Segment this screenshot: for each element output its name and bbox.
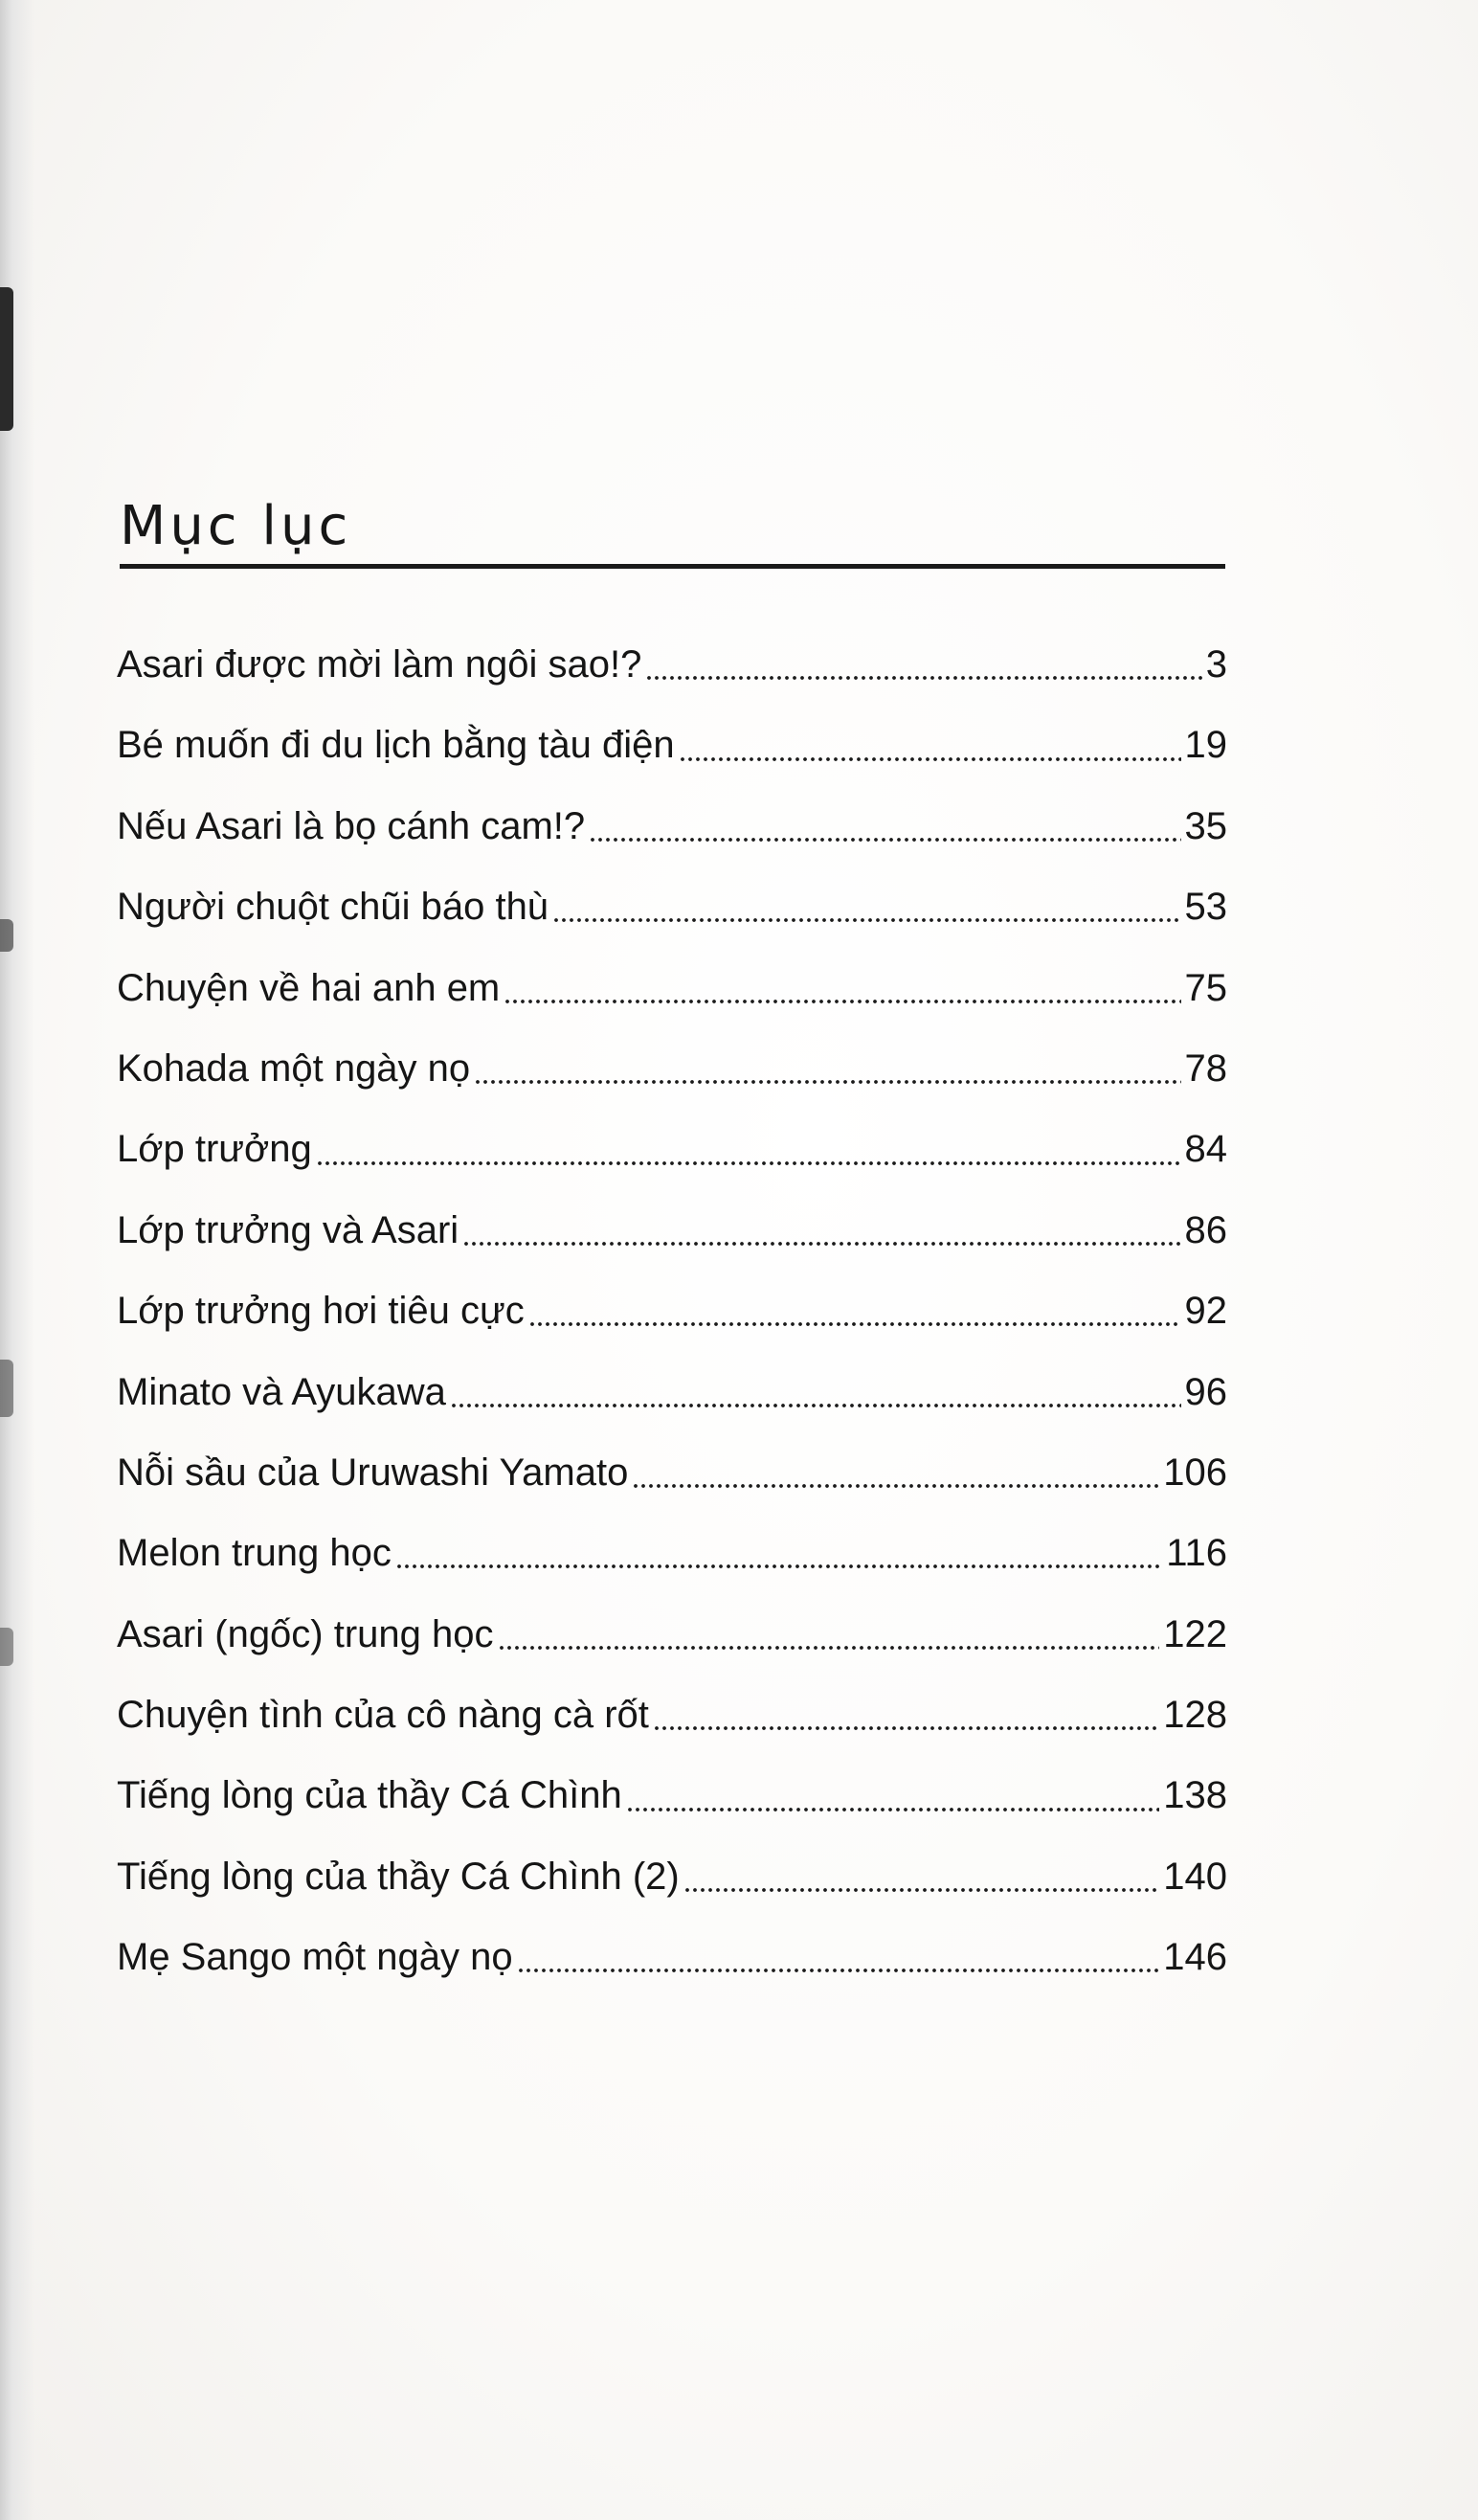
toc-header — [120, 493, 1225, 570]
toc-entry[interactable] — [117, 1755, 1227, 1835]
dot-leader — [645, 675, 1201, 681]
toc-entry[interactable] — [117, 624, 1227, 705]
dot-leader — [632, 1483, 1159, 1489]
entry-title: Nếu Asari là bọ cánh cam!? — [117, 804, 586, 847]
entry-title: Melon trung học — [117, 1532, 392, 1575]
entry-title: Lớp trưởng và Asari — [117, 1208, 459, 1251]
toc-entry[interactable] — [117, 866, 1227, 947]
binding-shadow — [0, 919, 13, 952]
toc-list — [117, 624, 1227, 1998]
entry-page-number: 35 — [1184, 804, 1227, 847]
dot-leader — [474, 1079, 1180, 1085]
entry-title: Kohada một ngày nọ — [117, 1046, 471, 1090]
binding-shadow — [0, 1628, 13, 1666]
entry-title: Tiếng lòng của thầy Cá Chình (2) — [117, 1855, 680, 1898]
entry-title: Tiếng lòng của thầy Cá Chình — [117, 1774, 622, 1817]
entry-title: Bé muốn đi du lịch bằng tàu điện — [117, 724, 675, 767]
dot-leader — [683, 1887, 1160, 1893]
dot-leader — [679, 756, 1181, 762]
entry-page-number: 122 — [1163, 1612, 1227, 1655]
dot-leader — [462, 1241, 1180, 1247]
entry-title: Asari được mời làm ngôi sao!? — [117, 643, 642, 686]
dot-leader — [552, 917, 1180, 923]
toc-entry[interactable] — [117, 1917, 1227, 1997]
toc-entry[interactable] — [117, 1109, 1227, 1189]
entry-page-number: 140 — [1163, 1855, 1227, 1898]
dot-leader — [316, 1160, 1181, 1166]
dot-leader — [589, 837, 1180, 843]
entry-title: Lớp trưởng — [117, 1128, 312, 1171]
entry-page-number: 3 — [1205, 643, 1227, 686]
entry-page-number: 75 — [1184, 966, 1227, 1009]
entry-title: Lớp trưởng hơi tiêu cực — [117, 1290, 525, 1333]
dot-leader — [517, 1968, 1160, 1973]
entry-title: Chuyện về hai anh em — [117, 966, 501, 1009]
binding-shadow — [0, 1360, 13, 1417]
title-underline — [120, 564, 1225, 569]
toc-entry[interactable] — [117, 1028, 1227, 1109]
toc-entry[interactable] — [117, 1594, 1227, 1675]
entry-page-number: 106 — [1163, 1451, 1227, 1494]
toc-entry[interactable] — [117, 1352, 1227, 1432]
dot-leader — [498, 1645, 1160, 1651]
binding-shadow — [0, 287, 13, 431]
entry-title: Minato và Ayukawa — [117, 1370, 446, 1413]
toc-entry[interactable] — [117, 786, 1227, 866]
entry-page-number: 84 — [1184, 1128, 1227, 1171]
toc-entry[interactable] — [117, 1513, 1227, 1593]
page-title: Mục lục — [120, 495, 352, 557]
entry-title: Mẹ Sango một ngày nọ — [117, 1936, 513, 1979]
entry-title: Chuyện tình của cô nàng cà rốt — [117, 1694, 649, 1737]
entry-page-number: 19 — [1184, 724, 1227, 767]
entry-page-number: 138 — [1163, 1774, 1227, 1817]
dot-leader — [504, 999, 1180, 1004]
toc-entry[interactable] — [117, 1675, 1227, 1755]
entry-title: Asari (ngốc) trung học — [117, 1612, 494, 1655]
toc-entry[interactable] — [117, 1836, 1227, 1917]
entry-page-number: 86 — [1184, 1208, 1227, 1251]
entry-title: Người chuột chũi báo thù — [117, 886, 549, 929]
toc-entry[interactable] — [117, 705, 1227, 785]
dot-leader — [395, 1564, 1162, 1569]
entry-page-number: 128 — [1163, 1694, 1227, 1737]
entry-page-number: 146 — [1163, 1936, 1227, 1979]
entry-page-number: 78 — [1184, 1046, 1227, 1090]
toc-entry[interactable] — [117, 1432, 1227, 1513]
dot-leader — [626, 1807, 1160, 1812]
toc-entry[interactable] — [117, 1271, 1227, 1351]
dot-leader — [528, 1321, 1181, 1327]
dot-leader — [450, 1403, 1181, 1408]
toc-entry[interactable] — [117, 948, 1227, 1028]
entry-page-number: 96 — [1184, 1370, 1227, 1413]
entry-page-number: 92 — [1184, 1290, 1227, 1333]
entry-title: Nỗi sầu của Uruwashi Yamato — [117, 1451, 629, 1494]
entry-page-number: 116 — [1166, 1532, 1227, 1575]
entry-page-number: 53 — [1184, 886, 1227, 929]
toc-entry[interactable] — [117, 1190, 1227, 1271]
dot-leader — [653, 1725, 1159, 1731]
